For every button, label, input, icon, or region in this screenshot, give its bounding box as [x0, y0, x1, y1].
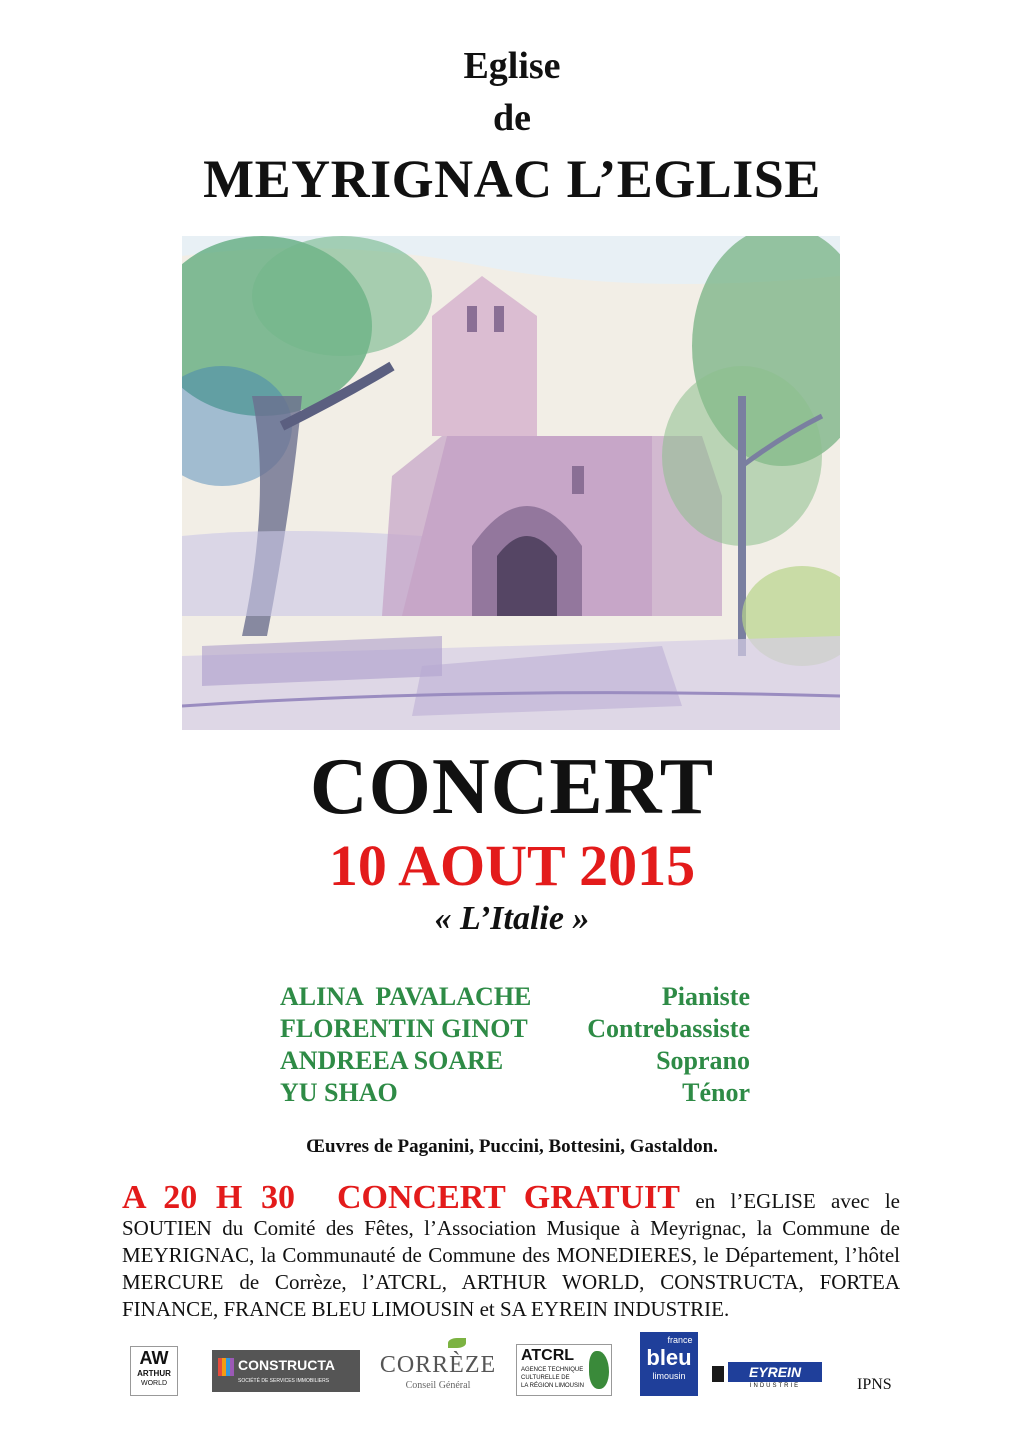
performer-row — [280, 1046, 750, 1078]
constructa-icon — [218, 1358, 234, 1376]
works-list: Œuvres de Paganini, Puccini, Bottesini, Gastaldon. — [306, 1136, 718, 1157]
performer-role: Pianiste — [661, 982, 750, 1011]
event-title: CONCERT — [309, 743, 715, 831]
atcrl-line2: CULTURELLE DE — [521, 1375, 570, 1381]
header-town: MEYRIGNAC L’EGLISE — [203, 149, 821, 209]
church-painting — [182, 236, 840, 730]
support-paragraph — [122, 1179, 901, 1323]
france-bleu-mid: bleu — [646, 1345, 692, 1370]
correze-name: CORRÈZE — [379, 1352, 497, 1378]
arthur-world-mark: AW — [139, 1348, 169, 1368]
france-bleu-bottom: limousin — [652, 1371, 686, 1381]
constructa-tagline: SOCIÉTÉ DE SERVICES IMMOBILIERS — [238, 1378, 330, 1384]
free-concert-label: CONCERT GRATUIT — [336, 1179, 680, 1216]
constructa-logo — [212, 1350, 360, 1392]
header-eglise: Eglise — [463, 45, 561, 87]
eyrein-name: EYREIN — [728, 1362, 822, 1382]
support-text: en l’EGLISE avec le SOUTIEN du Comité des Fêtes, l’Association Musique à Meyrignac, la Commune de MEYRIGNAC, la Communauté de Commune des MONEDIERES, le Département, l’hôtel MERCURE de Corrèze, l’ATCRL, ARTHUR WORLD, CONSTRUCTA, FORTEA FINANCE, FRANCE BLEU LIMOUSIN et SA EYREIN INDUSTRIE. — [122, 1189, 901, 1321]
performer-name: ANDREEA SOARE — [280, 1046, 504, 1075]
performer-role: Contrebassiste — [587, 1014, 750, 1043]
atcrl-logo — [516, 1344, 612, 1396]
performers-list — [280, 982, 750, 1110]
performer-name: FLORENTIN GINOT — [280, 1014, 528, 1043]
eyrein-logo — [712, 1362, 824, 1392]
header-de: de — [493, 97, 531, 139]
performer-role: Soprano — [656, 1046, 750, 1075]
event-theme: « L’Italie » — [434, 900, 590, 937]
atcrl-line3: LA RÉGION LIMOUSIN — [521, 1383, 585, 1389]
ipns-label: IPNS — [857, 1376, 892, 1393]
performer-row — [280, 982, 750, 1014]
correze-logo — [378, 1338, 498, 1394]
performer-name: YU SHAO — [280, 1078, 398, 1107]
leaf-icon — [448, 1338, 466, 1348]
correze-sub: Conseil Général — [405, 1380, 471, 1391]
arthur-world-line1: ARTHUR — [137, 1369, 171, 1378]
france-bleu-top: france — [667, 1335, 693, 1345]
arthur-world-logo — [130, 1346, 178, 1396]
atcrl-line1: AGENCE TECHNIQUE — [521, 1367, 584, 1373]
arthur-world-line2: WORLD — [140, 1380, 168, 1387]
eyrein-icon — [712, 1366, 724, 1382]
performer-row — [280, 1078, 750, 1110]
performer-name: ALINA PAVALACHE — [280, 982, 532, 1011]
eyrein-sub: INDUSTRIE — [749, 1383, 801, 1389]
france-bleu-logo — [640, 1332, 698, 1396]
performer-role: Ténor — [682, 1078, 750, 1107]
concert-time: A 20 H 30 — [122, 1179, 295, 1216]
constructa-name: CONSTRUCTA — [238, 1357, 335, 1373]
event-date: 10 AOUT 2015 — [328, 833, 696, 898]
limousin-map-icon — [589, 1351, 609, 1389]
performer-row — [280, 1014, 750, 1046]
atcrl-name: ATCRL — [521, 1347, 575, 1364]
